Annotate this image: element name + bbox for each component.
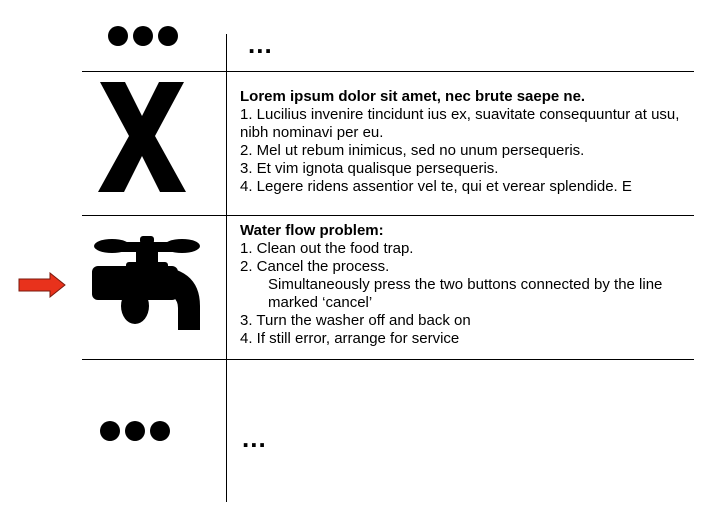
red-arrow-icon [18, 272, 66, 298]
x-icon [97, 82, 187, 192]
row-divider-1 [82, 71, 694, 72]
column-divider [226, 34, 227, 502]
row-top-ellipsis: ... [248, 29, 273, 59]
error-x-heading: Lorem ipsum dolor sit amet, nec brute saepe ne. [240, 88, 586, 105]
water-flow-description [240, 222, 690, 348]
error-x-step-1: 1. Lucilius invenire tincidunt ius ex, suavitate consequuntur at usu, nibh nominavi per eu. [240, 106, 680, 141]
water-flow-sub-step: Simultaneously press the two buttons connected by the line marked ‘cancel’ [268, 276, 663, 311]
water-flow-step-2: 2. Cancel the process. [240, 258, 390, 275]
water-flow-step-4: 4. If still error, arrange for service [240, 330, 460, 347]
three-dots-icon [108, 26, 178, 46]
water-tap-icon [90, 236, 202, 332]
error-x-step-4: 4. Legere ridens assentior vel te, qui et verear splendide. E [240, 178, 632, 195]
error-x-description [240, 88, 690, 196]
water-flow-step-1: 1. Clean out the food trap. [240, 240, 414, 257]
row-bottom-ellipsis: ... [242, 423, 267, 453]
water-flow-heading: Water flow problem: [240, 222, 384, 239]
three-dots-icon [100, 421, 170, 441]
row-divider-2 [82, 215, 694, 216]
error-x-step-2: 2. Mel ut rebum inimicus, sed no unum persequeris. [240, 142, 585, 159]
row-divider-3 [82, 359, 694, 360]
error-x-step-3: 3. Et vim ignota qualisque persequeris. [240, 160, 499, 177]
water-flow-step-3: 3. Turn the washer off and back on [240, 312, 471, 329]
